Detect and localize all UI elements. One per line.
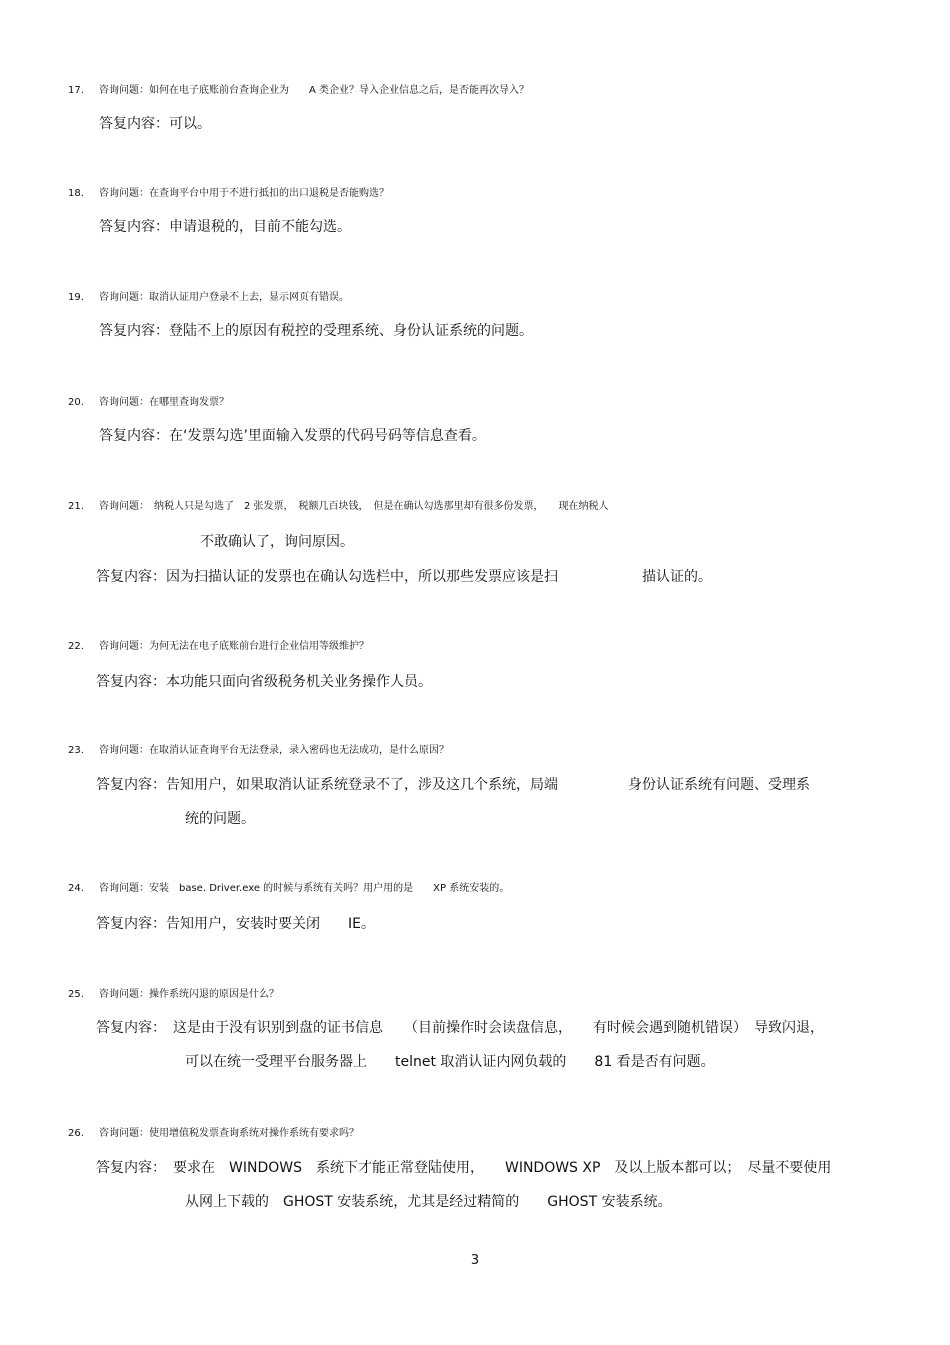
faq-20-question-line bbox=[0, 393, 950, 413]
faq-number: 17. bbox=[68, 85, 84, 96]
faq-17-answer: 答复内容：可以。 bbox=[99, 116, 211, 132]
faq-24-question-line bbox=[0, 879, 950, 899]
faq-19-question-line bbox=[0, 288, 950, 308]
faq-question: 咨询问题：在查询平台中用于不进行抵扣的出口退税是否能购选？ bbox=[99, 188, 389, 199]
faq-26-answer: 答复内容： 要求在 WINDOWS 系统下才能正常登陆使用， WINDOWS XP 及以上版本都可以； 尽量不要使用 bbox=[96, 1160, 832, 1176]
faq-26-answer-continuation: 从网上下载的 GHOST 安装系统，尤其是经过精简的 GHOST 安装系统。 bbox=[185, 1194, 672, 1210]
faq-22-answer: 答复内容：本功能只面向省级税务机关业务操作人员。 bbox=[96, 674, 432, 690]
faq-26-question-line bbox=[0, 1124, 950, 1144]
faq-number: 23. bbox=[68, 745, 84, 756]
faq-17-question-line bbox=[0, 81, 950, 101]
faq-23-question-line bbox=[0, 741, 950, 761]
faq-number: 22. bbox=[68, 641, 84, 652]
faq-question: 咨询问题：安装 base. Driver.exe 的时候与系统有关吗？用户用的是 XP 系统安装的。 bbox=[99, 883, 510, 894]
faq-23-answer-continuation: 统的问题。 bbox=[185, 811, 255, 827]
faq-22-question-line bbox=[0, 637, 950, 657]
faq-question: 咨询问题：使用增值税发票查询系统对操作系统有要求吗？ bbox=[99, 1128, 359, 1139]
faq-18-answer: 答复内容：申请退税的，目前不能勾选。 bbox=[99, 219, 351, 235]
faq-question: 咨询问题：操作系统闪退的原因是什么？ bbox=[99, 989, 279, 1000]
faq-number: 21. bbox=[68, 501, 84, 512]
faq-number: 26. bbox=[68, 1128, 84, 1139]
faq-21-question-continuation: 不敢确认了，询问原因。 bbox=[200, 534, 354, 550]
faq-question: 咨询问题：在哪里查询发票？ bbox=[99, 397, 229, 408]
faq-number: 24. bbox=[68, 883, 84, 894]
faq-number: 18. bbox=[68, 188, 84, 199]
faq-question: 咨询问题： 纳税人只是勾选了 2 张发票， 税额几百块钱， 但是在确认勾选那里却有很多份发票， 现在纳税人 bbox=[99, 501, 609, 512]
faq-question: 咨询问题：为何无法在电子底账前台进行企业信用等级维护？ bbox=[99, 641, 369, 652]
faq-23-answer: 答复内容：告知用户，如果取消认证系统登录不了，涉及这几个系统，局端 身份认证系统有问题、受理系 bbox=[96, 777, 810, 793]
faq-number: 25. bbox=[68, 989, 84, 1000]
faq-number: 19. bbox=[68, 292, 84, 303]
faq-21-question-line bbox=[0, 497, 950, 517]
faq-question: 咨询问题：如何在电子底账前台查询企业为 A 类企业？导入企业信息之后，是否能再次导入？ bbox=[99, 85, 530, 96]
page-number: 3 bbox=[470, 1253, 480, 1268]
faq-question: 咨询问题：在取消认证查询平台无法登录，录入密码也无法成功，是什么原因？ bbox=[99, 745, 449, 756]
faq-25-answer-continuation: 可以在统一受理平台服务器上 telnet 取消认证内网负载的 81 看是否有问题。 bbox=[185, 1054, 715, 1070]
faq-question: 咨询问题：取消认证用户登录不上去，显示网页有错误。 bbox=[99, 292, 349, 303]
faq-25-question-line bbox=[0, 985, 950, 1005]
faq-25-answer: 答复内容： 这是由于没有识别到盘的证书信息 （目前操作时会读盘信息， 有时候会遇到随机错误） 导致闪退， bbox=[96, 1020, 824, 1036]
faq-24-answer: 答复内容：告知用户，安装时要关闭 IE。 bbox=[96, 916, 375, 932]
faq-19-answer: 答复内容：登陆不上的原因有税控的受理系统、身份认证系统的问题。 bbox=[99, 323, 533, 339]
faq-21-answer: 答复内容：因为扫描认证的发票也在确认勾选栏中，所以那些发票应该是扫 描认证的。 bbox=[96, 569, 712, 585]
faq-number: 20. bbox=[68, 397, 84, 408]
faq-20-answer: 答复内容：在‘发票勾选’里面输入发票的代码号码等信息查看。 bbox=[99, 428, 486, 444]
faq-18-question-line bbox=[0, 184, 950, 204]
